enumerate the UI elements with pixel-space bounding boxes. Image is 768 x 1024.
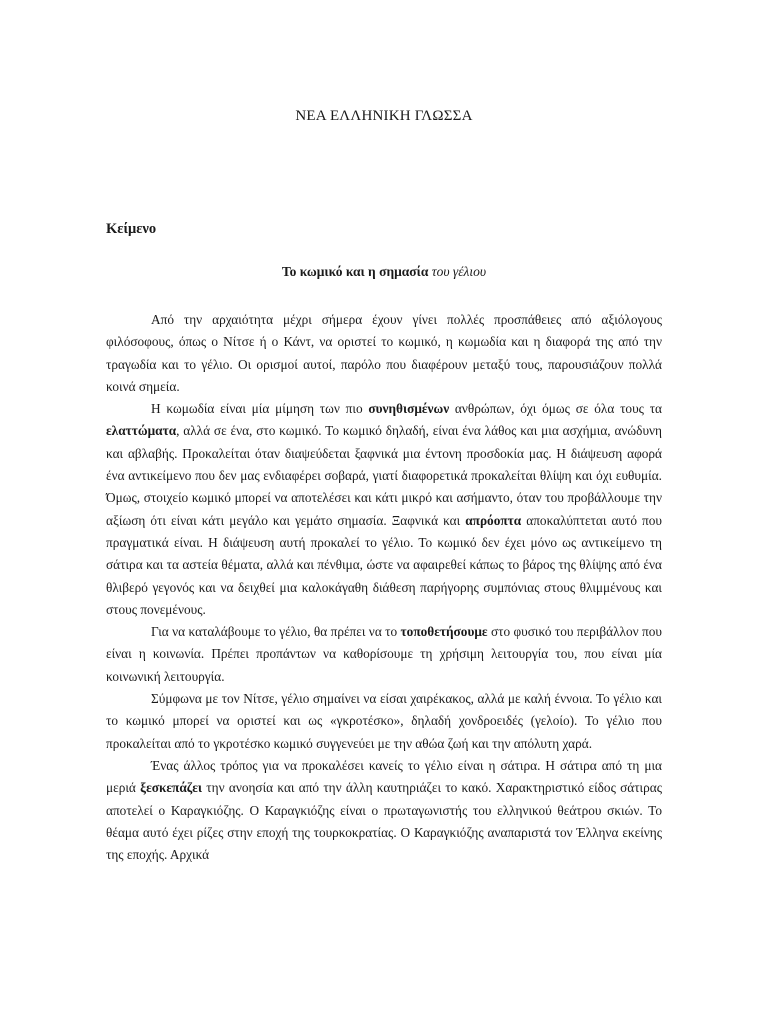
emphasized-term: ξεσκεπάζει [140, 780, 203, 796]
body-paragraph [106, 621, 662, 688]
paragraph-text: Η κωμωδία είναι μία μίμηση των πιο [151, 401, 369, 417]
paragraph-text: Σύμφωνα με τον Νίτσε, γέλιο σημαίνει να είσαι χαιρέκακος, αλλά με καλή έννοια. Το γέλιο και το κωμικό μπορεί να οριστεί και ως «γκροτέσκο», δηλαδή χονδροειδές (γελοίο). Το γέλιο που προκαλείται από το γκροτέσκο κωμικό συγγενεύει με την αθώα ζωή και την απόλυτη χαρά. [106, 691, 662, 751]
body-paragraph [106, 398, 662, 621]
text-title-rest: του γέλιου [428, 264, 487, 279]
paragraph-text: , αλλά σε ένα, στο κωμικό. Το κωμικό δηλαδή, είναι ένα λάθος και μια ασχήμια, ανώδυνη και αβλαβής. Προκαλείται όταν διαψεύδεται ξαφνικά μια έντονη προσδοκία μας. Η διάψευση αφορά ένα αντικείμενο που δεν μας ενδιαφέρει σοβαρά, γιατί διαφορετικά προκαλείται θλίψη και όχι ευθυμία. Όμως, στοιχείο κωμικό μπορεί να αποτελέσει και κάτι μικρό και ασήμαντο, όταν του προβάλλουμε την αξίωση ότι είναι κάτι μεγάλο και γεμάτο σημασία. Ξαφνικά και [106, 423, 662, 528]
paragraph-text: ανθρώπων, όχι όμως σε όλα τους τα [449, 401, 662, 417]
paragraph-text: Για να καταλάβουμε το γέλιο, θα πρέπει να το [151, 624, 401, 640]
body-paragraph [106, 688, 662, 755]
text-title-main: Το κωμικό και η σημασία [281, 264, 429, 279]
emphasized-term: τοποθετήσουμε [400, 624, 488, 640]
paragraph-text: αποκαλύπτεται αυτό που πραγματικά είναι. Η διάψευση αυτή προκαλεί το γέλιο. Το κωμικό δεν έχει μόνο ως αντικείμενο τη σάτιρα και τα αστεία θέματα, αλλά και πένθιμα, ώστε να αφαιρεθεί κάπως το βάρος της θλίψης από ένα θλιβερό γεγονός και να δειχθεί μια καλοκάγαθη διάθεση παρήγορης συμπόνιας στους θλιμμένους και στους πονεμένους. [106, 512, 662, 617]
document-title: ΝΕΑ ΕΛΛΗΝΙΚΗ ΓΛΩΣΣΑ [295, 108, 473, 124]
emphasized-term: ελαττώματα [106, 423, 177, 439]
paragraph-text: στο φυσικό του περιβάλλον που είναι η κοινωνία. Πρέπει προπάντων να καθορίσουμε τη χρήσιμη λειτουργία του, που είναι μία κοινωνική λειτουργία. [106, 624, 662, 684]
paragraph-text: Από την αρχαιότητα μέχρι σήμερα έχουν γίνει πολλές προσπάθειες από αξιόλογους φιλόσοφους, όπως ο Νίτσε ή ο Κάντ, να οριστεί το κωμικό, η κωμωδία και η διαφορά της από την τραγωδία και το γέλιο. Οι ορισμοί αυτοί, παρόλο που διαφέρουν μεταξύ τους, παρουσιάζουν πολλά κοινά σημεία. [106, 312, 662, 394]
section-label: Κείμενο [106, 221, 157, 237]
body-paragraph [106, 755, 662, 866]
paragraph-text: Ένας άλλος τρόπος για να προκαλέσει κανείς το γέλιο είναι η σάτιρα. Η σάτιρα από τη μια μεριά [106, 757, 662, 796]
body-text [106, 309, 662, 866]
text-title [0, 264, 768, 280]
emphasized-term: απρόοπτα [465, 512, 522, 528]
paragraph-text: την ανοησία και από την άλλη καυτηριάζει το κακό. Χαρακτηριστικό είδος σάτιρας αποτελεί ο Καραγκιόζης. Ο Καραγκιόζης είναι ο πρωταγωνιστής του ελληνικού θεάτρου σκιών. Το θέαμα αυτό έχει ρίζες στην εποχή της τουρκοκρατίας. Ο Καραγκιόζης αναπαριστά τον Έλληνα εκείνης της εποχής. Αρχικά [106, 780, 662, 863]
body-paragraph [106, 309, 662, 398]
emphasized-term: συνηθισμένων [368, 401, 450, 417]
